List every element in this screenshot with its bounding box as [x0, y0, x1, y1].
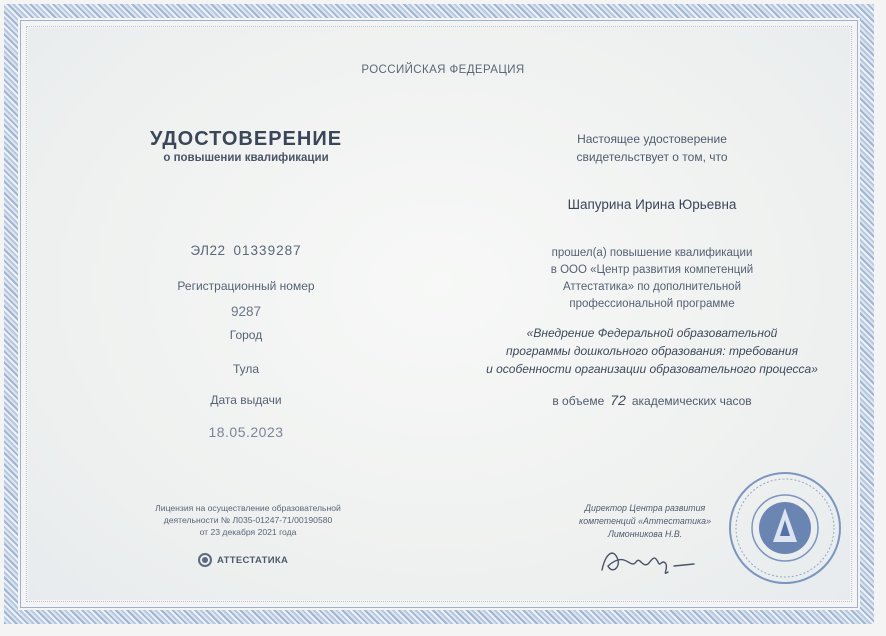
director-line-2: компетенций «Аттестатика»: [579, 516, 711, 526]
license-line-2: деятельности № Л035-01247-71/00190580: [163, 515, 333, 525]
passed-line-3: Аттестатика» по дополнительной: [562, 281, 742, 293]
country-heading: РОССИЙСКАЯ ФЕДЕРАЦИЯ: [361, 64, 525, 76]
course-title-line-2: программы дошкольного образования: требования: [506, 344, 798, 358]
organization-seal: [727, 470, 843, 586]
document-subtitle: о повышении квалификации: [163, 152, 329, 164]
passed-line-1: прошел(а) повышение квалификации: [551, 247, 753, 259]
hours-value: 72: [610, 392, 626, 408]
course-title-line-3: и особенности организации образовательного процесса»: [486, 362, 818, 376]
brand-name: АТТЕСТАТИКА: [217, 554, 289, 566]
issue-date-value: 18.05.2023: [208, 424, 284, 440]
director-name: Лимонникова Н.В.: [607, 529, 683, 539]
hours-suffix: академических часов: [631, 394, 752, 408]
serial-prefix: ЭЛ22: [190, 243, 226, 258]
registration-number-value: 9287: [230, 304, 262, 319]
brand-logo-icon: [198, 553, 212, 567]
license-line-1: Лицензия на осуществление образовательной: [155, 503, 341, 513]
license-line-3: от 23 декабря 2021 года: [199, 527, 297, 537]
course-title-line-1: «Внедрение Федеральной образовательной: [526, 326, 778, 340]
intro-line-1: Настоящее удостоверение: [577, 132, 727, 146]
recipient-name: Шапурина Ирина Юрьевна: [567, 197, 737, 212]
serial-number: [190, 243, 301, 258]
brand-logo-block: [198, 553, 288, 567]
document-title: УДОСТОВЕРЕНИЕ: [149, 128, 343, 150]
city-label: Город: [229, 328, 263, 342]
course-hours: [552, 392, 751, 408]
director-line-1: Директор Центра развития: [584, 503, 706, 513]
serial-digits: 01339287: [233, 243, 302, 258]
director-signature: [596, 540, 706, 582]
registration-number-label: Регистрационный номер: [177, 279, 315, 293]
intro-line-2: свидетельствует о том, что: [576, 150, 728, 164]
hours-prefix: в объеме: [552, 394, 605, 408]
passed-line-4: профессиональной программе: [569, 298, 735, 310]
passed-line-2: в ООО «Центр развития компетенций: [550, 264, 754, 276]
issue-date-label: Дата выдачи: [210, 393, 282, 407]
city-value: Тула: [232, 362, 260, 376]
